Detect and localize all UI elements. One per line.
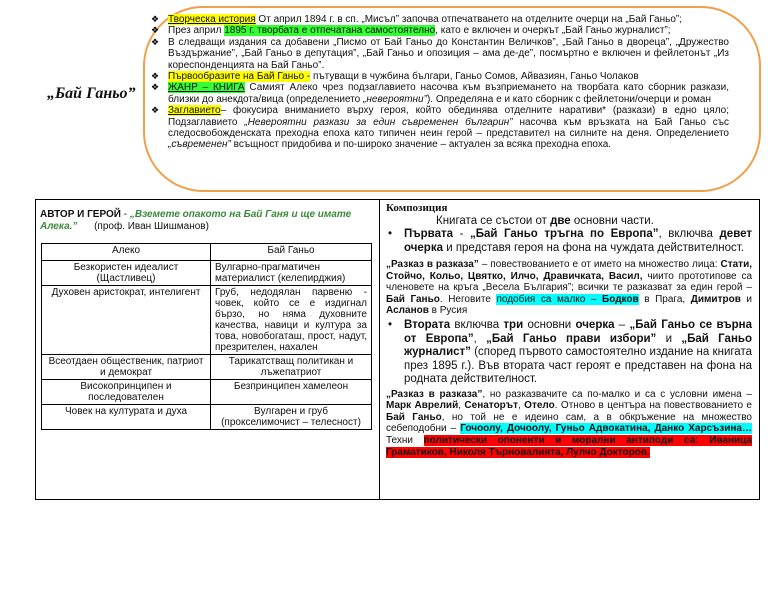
diamond-bullet-icon: ❖: [151, 36, 160, 47]
table-row: Безкористен идеалист (Щастливец) Вулгарно-прагматичен материалист (келепирджия): [42, 261, 372, 286]
table-row: Духовен аристократ, интелигент Груб, недодялан парвеню - човек, който се е издигнал бързо, но няма духовните качества, навици и култура за това, новобогаташ, прост, надут, презрителен, нахален: [42, 286, 372, 355]
column-header: Бай Ганьо: [211, 244, 372, 261]
bullet-icon: •: [388, 228, 393, 241]
table-row: Всеотдаен общественик, патриот и демократ Тарикатстващ политикан и лъжепатриот: [42, 355, 372, 380]
table-row: Човек на културата и духа Вулгарен и груб (прокселимочист – телесност): [42, 405, 372, 430]
bullet-icon: •: [388, 319, 393, 332]
narration-paragraph-2: „Разказ в разказа”, но разказвачите са по-малко и са с условни имена – Марк Аврелий, Сенаторът, Отело. Отново в центъра на повествованието е Бай Ганьо, но той не е идеино сам, а в обкръжение на множество себеподобни – Гочоолу, Дочоолу, Гуньо Адвокатина, Данко Харсъзина… Техни политически опоненти и морални антиподи са: Иваница Граматиков, Николя Търновалията, Лулчо Докторов.: [386, 388, 752, 458]
page-title: „Бай Ганьо”: [47, 85, 136, 102]
composition-intro: Книгата се състои от две основни части.: [436, 214, 654, 227]
diamond-bullet-icon: ❖: [151, 105, 160, 116]
list-item: ❖ ЖАНР – КНИГА Самият Алеко чрез подзаглавието насочва към възприемането на творбата като сборник разкази, близки до анекдота/вица (определението „невероятни”). Определяна е и като сборник с фейлетони/очерци и роман: [151, 82, 729, 105]
list-item: ❖ Творческа история От април 1894 г. в сп. „Мисъл” започва отпечатването на отделните очерци на „Бай Ганьо”;: [151, 14, 683, 25]
author-hero-section: [40, 209, 370, 233]
column-divider: [379, 199, 380, 500]
author-hero-heading: АВТОР И ГЕРОЙ - „Вземете опакото на Бай Ганя и ще имате Алека.” (проф. Иван Шишманов): [40, 209, 352, 232]
narration-paragraph-1: „Разказ в разказа” – повествованието е от името на множество лица: Стати, Стойчо, Кольо, Цвятко, Илчо, Дравичката, Васил, чиито прототипове са членовете на кръга „Весела България”; всички те разказват за един герой – Бай Ганьо. Неговите подобия са малко – Бодков в Прага, Димитров и Асланов в Русия: [386, 259, 753, 317]
column-header: Алеко: [42, 244, 211, 261]
list-item: ❖ През април 1895 г. творбата е отпечатана самостоятелно, като е включен и очеркът „Бай Ганьо журналист”;: [151, 25, 671, 37]
comparison-table: [41, 243, 372, 430]
table-row: Високопринципен и последователен Безпринципен хамелеон: [42, 380, 372, 405]
composition-section: [386, 203, 752, 458]
table-header-row: [42, 244, 372, 261]
list-item: • Втората включва три основни очерка – „Бай Ганьо се върна от Европа”, „Бай Ганьо прави избори” и „Бай Ганьо журналист” (според първото самостоятелно издание на книгата през 1895 г.). Във втората част героят е представен на фона на родната действителност.: [388, 319, 752, 386]
diamond-bullet-icon: ❖: [151, 14, 160, 24]
list-item: ❖ Първообразите на Бай Ганьо - пътуващи в чужбина българи, Ганьо Сомов, Айвазиян, Ганьо Чолаков: [151, 71, 639, 83]
list-item: ❖ Заглавието– фокусира вниманието върху героя, който обединява отделните наративи* (разкази) в едно цяло; Подзаглавието „Невероятни разкази за един съвременен българин” насочва към връзката на Бай Ганьо със следосвобожденската преходна епоха като типичен неин герой – представител на силните на деня. Определението „съвременен” всъщност придобива и по-широко значение – актуален за всяка преходна епоха.: [151, 105, 730, 151]
list-item: • Първата - „Бай Ганьо тръгна по Европа”, включва девет очерка и представя героя на фона на чуждата действителност.: [388, 228, 752, 254]
diamond-bullet-icon: ❖: [151, 25, 160, 36]
composition-title: Композиция: [386, 202, 448, 214]
diamond-bullet-icon: ❖: [151, 71, 160, 82]
intro-bullet-list: [149, 14, 729, 151]
list-item: ❖ В следващи издания са добавени „Писмо от Бай Ганьо до Константин Величков”, „Бай Ганьо в двореца”, „Дружество Въздържание”, „Бай Ганьо в депутация”, „Бай Ганьо и опозиция – ама де-де”, посмъртно е включен и фейлетонът „Из кореспонденцията на Бай Ганьо”.: [151, 36, 729, 71]
diamond-bullet-icon: ❖: [151, 82, 160, 93]
